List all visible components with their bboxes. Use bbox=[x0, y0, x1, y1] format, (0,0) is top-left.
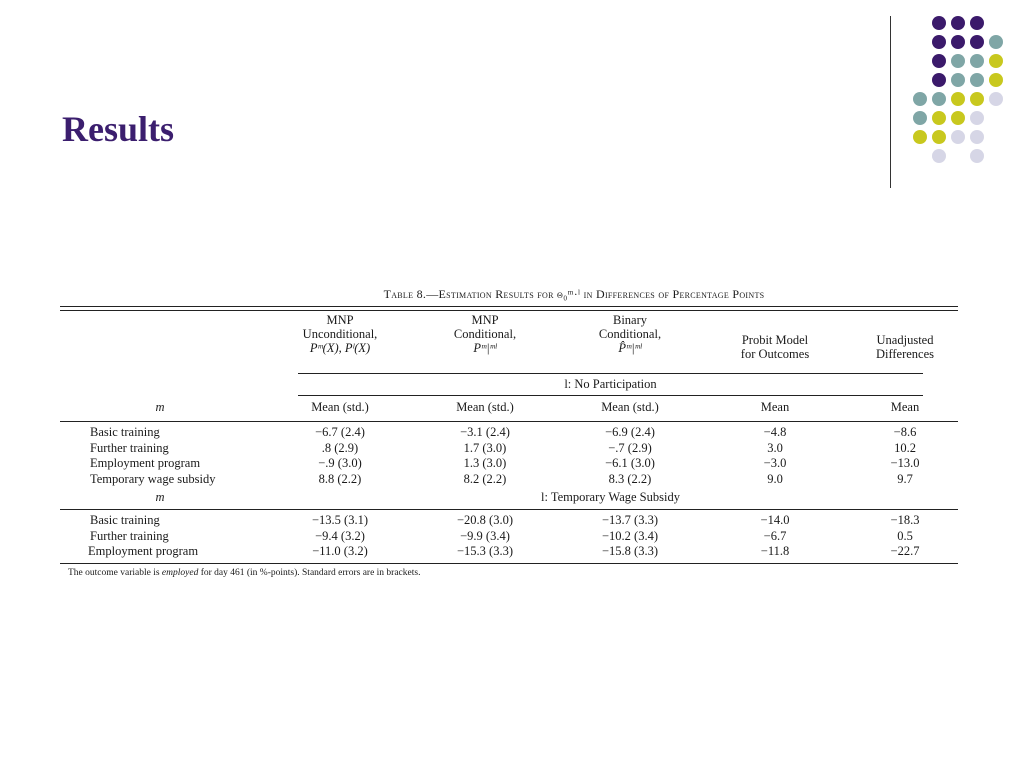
decorative-dot bbox=[970, 54, 984, 68]
row-label: Temporary wage subsidy bbox=[90, 471, 216, 486]
col-header-5 bbox=[850, 333, 960, 361]
table-bottom-rule bbox=[60, 563, 958, 564]
stat-label-row bbox=[60, 395, 958, 419]
cell: −.9 (3.0) bbox=[318, 456, 362, 470]
decorative-dot bbox=[932, 35, 946, 49]
decorative-dot bbox=[970, 35, 984, 49]
decorative-dot bbox=[932, 16, 946, 30]
cell: −13.5 (3.1) bbox=[312, 513, 368, 527]
decorative-dot bbox=[913, 92, 927, 106]
cell: −9.9 (3.4) bbox=[460, 528, 510, 543]
cell: 10.2 bbox=[894, 440, 916, 455]
table-note bbox=[68, 568, 958, 578]
cell: −.7 (2.9) bbox=[608, 440, 652, 455]
header-sub-rule bbox=[298, 373, 923, 374]
col-header-3 bbox=[565, 313, 695, 355]
cell: −4.8 bbox=[763, 425, 787, 439]
row-label: Basic training bbox=[90, 425, 160, 439]
cell: −22.7 bbox=[890, 544, 920, 558]
cell: −6.7 bbox=[763, 528, 787, 543]
cell: −20.8 (3.0) bbox=[457, 513, 513, 527]
stat-label-4: Mean bbox=[760, 400, 790, 414]
decorative-dot bbox=[970, 92, 984, 106]
cell: 8.3 (2.2) bbox=[608, 471, 652, 486]
col2-line1: MNP bbox=[471, 313, 499, 327]
row-label: Further training bbox=[90, 440, 169, 455]
note-text-pre: The outcome variable is bbox=[68, 567, 162, 578]
decorative-dot bbox=[932, 130, 946, 144]
stat-label-2: Mean (std.) bbox=[456, 400, 514, 414]
cell: 8.8 (2.2) bbox=[318, 471, 362, 486]
decorative-dot bbox=[932, 111, 946, 125]
table-row bbox=[60, 472, 958, 488]
cell: −3.0 bbox=[763, 456, 787, 470]
cell: .8 (2.9) bbox=[321, 440, 359, 455]
row-label: Employment program bbox=[90, 456, 201, 470]
table-row bbox=[60, 544, 958, 560]
decorative-dot bbox=[970, 130, 984, 144]
table-title bbox=[190, 286, 958, 302]
stat-label-5: Mean bbox=[890, 400, 920, 414]
cell: −10.2 (3.4) bbox=[602, 528, 658, 543]
decorative-dot bbox=[932, 92, 946, 106]
section1-label: l: No Participation bbox=[564, 377, 657, 391]
decorative-dot bbox=[951, 73, 965, 87]
table-title-text: Table 8.—Estimation Results for θ₀ᵐ·ˡ in Differences of Percentage Points bbox=[383, 287, 765, 301]
col5-line2: Differences bbox=[875, 347, 935, 361]
results-table bbox=[60, 286, 958, 578]
note-text-post: for day 461 (in %-points). Standard errors are in brackets. bbox=[198, 567, 421, 578]
col2-line2: Conditional, bbox=[453, 327, 517, 341]
cell: −6.7 (2.4) bbox=[315, 425, 365, 439]
col3-line3: P̂ᵐ|ᵐˡ bbox=[618, 341, 642, 355]
decorative-dot bbox=[932, 149, 946, 163]
decorative-dot bbox=[989, 73, 1003, 87]
col4-line2: for Outcomes bbox=[740, 347, 810, 361]
decorative-dot bbox=[970, 149, 984, 163]
decorative-dot bbox=[951, 35, 965, 49]
table-row bbox=[60, 441, 958, 457]
cell: 1.3 (3.0) bbox=[463, 456, 507, 470]
decorative-dot bbox=[970, 16, 984, 30]
decorative-dot bbox=[989, 35, 1003, 49]
decorative-dot bbox=[913, 130, 927, 144]
decorative-dot bbox=[951, 92, 965, 106]
cell: −13.7 (3.3) bbox=[602, 513, 658, 527]
cell: −3.1 (2.4) bbox=[460, 425, 510, 439]
cell: −6.9 (2.4) bbox=[605, 425, 655, 439]
row-label: Employment program bbox=[88, 544, 199, 558]
cell: −11.0 (3.2) bbox=[312, 544, 368, 558]
stat-label-3: Mean (std.) bbox=[601, 400, 659, 414]
col-header-1 bbox=[275, 313, 405, 355]
decorative-dot bbox=[989, 54, 1003, 68]
col4-line1: Probit Model bbox=[741, 333, 809, 347]
col-header-4 bbox=[715, 333, 835, 361]
section1-body bbox=[60, 422, 958, 487]
cell: 9.7 bbox=[897, 471, 913, 486]
cell: −18.3 bbox=[890, 513, 920, 527]
cell: −8.6 bbox=[893, 425, 917, 439]
cell: 0.5 bbox=[897, 528, 913, 543]
col5-line1: Unadjusted bbox=[876, 333, 934, 347]
cell: −13.0 bbox=[890, 456, 920, 470]
table-row bbox=[60, 425, 958, 441]
section2-body bbox=[60, 510, 958, 560]
cell: −9.4 (3.2) bbox=[315, 528, 365, 543]
cell: −6.1 (3.0) bbox=[605, 456, 655, 470]
col2-line3: Pᵐ|ᵐˡ bbox=[473, 341, 497, 355]
row-label: Further training bbox=[90, 528, 169, 543]
cell: 1.7 (3.0) bbox=[463, 440, 507, 455]
col1-line2: Unconditional, bbox=[302, 327, 378, 341]
decorative-dot bbox=[989, 92, 1003, 106]
cell: 9.0 bbox=[767, 471, 783, 486]
cell: −15.8 (3.3) bbox=[602, 544, 658, 558]
decorative-vertical-rule bbox=[890, 16, 891, 188]
row-label: Basic training bbox=[90, 513, 160, 527]
table-row bbox=[60, 456, 958, 472]
col1-line3: Pᵐ(X), Pˡ(X) bbox=[309, 341, 371, 355]
cell: −15.3 (3.3) bbox=[457, 544, 513, 558]
row-header-m: m bbox=[155, 400, 165, 414]
section2-heading bbox=[60, 487, 958, 509]
section2-label: l: Temporary Wage Subsidy bbox=[541, 490, 680, 504]
cell: −11.8 bbox=[760, 544, 790, 558]
decorative-dot bbox=[970, 73, 984, 87]
table-row bbox=[60, 513, 958, 529]
section1-heading bbox=[60, 375, 958, 395]
cell: 8.2 (2.2) bbox=[463, 471, 507, 486]
decorative-dot bbox=[951, 111, 965, 125]
decorative-dot bbox=[932, 54, 946, 68]
table-header bbox=[60, 311, 958, 375]
col1-line1: MNP bbox=[326, 313, 354, 327]
stat-label-1: Mean (std.) bbox=[311, 400, 369, 414]
col-header-2 bbox=[425, 313, 545, 355]
decorative-dot bbox=[951, 16, 965, 30]
cell: 3.0 bbox=[767, 440, 783, 455]
slide-title: Results bbox=[62, 109, 175, 149]
col3-line1: Binary bbox=[612, 313, 648, 327]
cell: −14.0 bbox=[760, 513, 790, 527]
decorative-dot bbox=[970, 111, 984, 125]
decorative-dot bbox=[951, 54, 965, 68]
col3-line2: Conditional, bbox=[598, 327, 662, 341]
table-row bbox=[60, 529, 958, 545]
section2-m-label: m bbox=[155, 490, 165, 504]
decorative-dot bbox=[932, 73, 946, 87]
note-text-em: employed bbox=[161, 567, 199, 578]
decorative-dot bbox=[913, 111, 927, 125]
decorative-dot bbox=[951, 130, 965, 144]
